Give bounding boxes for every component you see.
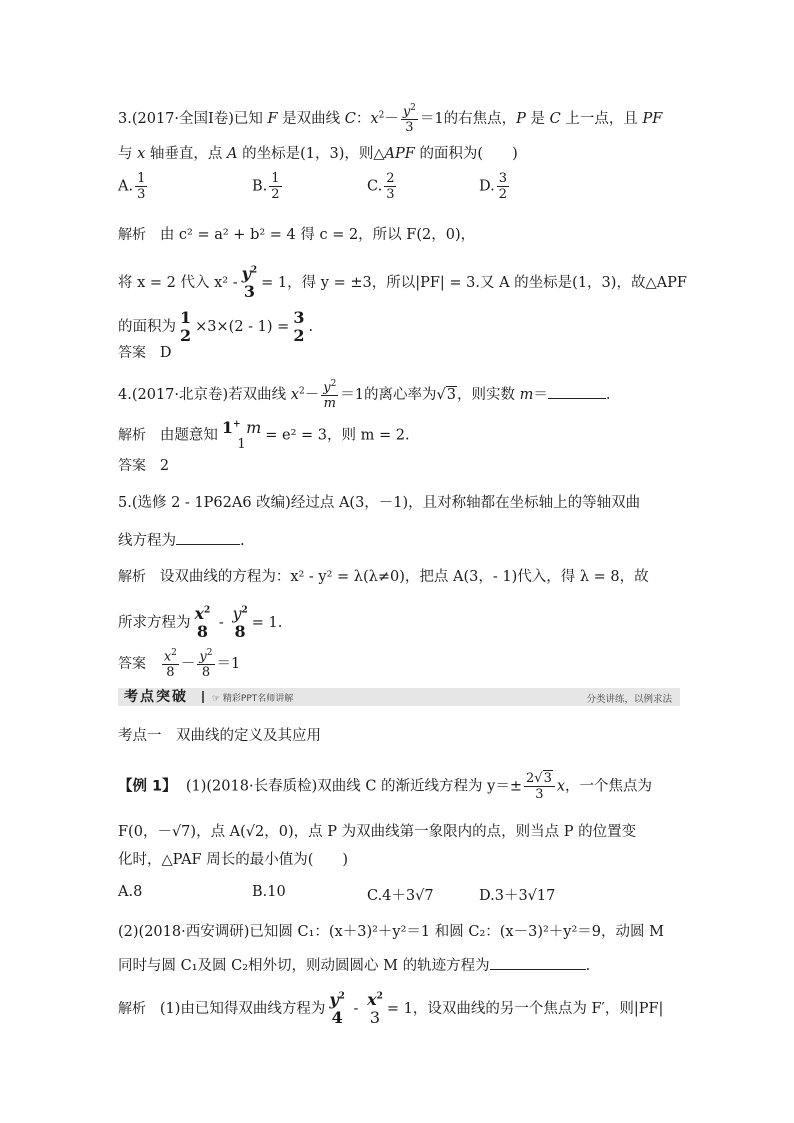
q3-choice-b: B. $\frac{1}{2}$ (252, 171, 280, 202)
q3-choice-d: D. $\frac{3}{2}$ (479, 171, 507, 202)
ex1-choice-a: A.8 (118, 884, 143, 900)
ex1-answer-blank (490, 955, 586, 970)
q3-answer: 答案 D (118, 345, 172, 361)
q4-answer: 答案 2 (118, 458, 170, 474)
q5-solution-line1: 解析 设双曲线的方程为：x² - y² = λ(λ≠0)，把点 A(3，- 1)代入，得 λ = 8，故 (118, 569, 649, 585)
banner-right-text: 分类讲练，以例求法 (586, 694, 672, 705)
ex1-line1: 【例 1】 (1)(2018·长春质检)双曲线 C 的渐近线方程为 y＝± $\frac{2√3}{3}$ x，一个焦点为 (118, 771, 653, 802)
q3-stem-line2: 与 x 轴垂直，点 A 的坐标是(1，3)，则△APF 的面积为( ) (118, 146, 518, 162)
ex1-line3: 化时，△PAF 周长的最小值为( ) (118, 852, 349, 868)
ex1-line2: F(0，－√7)，点 A(√2，0)，点 P 为双曲线第一象限内的点，则当点 P 的位置变 (118, 824, 637, 840)
q4-answer-blank (548, 384, 606, 399)
section-banner (118, 688, 680, 706)
q4-stem: 4.(2017·北京卷)若双曲线 $x^2-$ $\frac{y^2}{m}$ ＝1的离心率为√3，则实数 m＝ . (118, 379, 611, 412)
q5-answer: 答案 $\frac{x^2}{8}$ － $\frac{y^2}{8}$ ＝1 (118, 648, 241, 681)
ex1-part2-line2: 同时与圆 C₁及圆 C₂相外切，则动圆圆心 M 的轨迹方程为 . (118, 955, 590, 976)
q3-solution-line3: 的面积为 1 2 ×3×(2 - 1) = 3 2 . (118, 308, 314, 345)
q3-choice-a: A. $\frac{1}{3}$ (118, 171, 146, 202)
q3-choice-c: C. $\frac{2}{3}$ (367, 171, 395, 202)
q3-solution-line1: 解析 由 c² = a² + b² = 4 得 c = 2，所以 F(2，0)， (118, 227, 476, 243)
kaodian-heading: 考点一 双曲线的定义及其应用 (118, 728, 321, 744)
q5-stem-line2: 线方程为 . (118, 530, 245, 551)
banner-subtitle: ☞ 精彩PPT名师讲解 (212, 694, 294, 704)
banner-title: 考点突破 (124, 689, 188, 705)
ex1-choice-b: B.10 (252, 884, 286, 900)
ex1-choice-d: D.3＋3√17 (479, 888, 556, 904)
q3-solution-line2: 将 x = 2 代入 x² - $y^2$ 3 = 1，得 y = ±3，所以|PF| = 3.又 A 的坐标是(1，3)，故△APF (118, 264, 687, 301)
ex1-solution: 解析 (1)由已知得双曲线方程为 $y^2$ 4 - $x^2$ 3 = 1，设双曲线的另一个焦点为 F′，则|PF| (118, 990, 664, 1027)
q3-stem-line1: 3.(2017·全国Ⅰ卷)已知 F 是双曲线 C：$x^2-$ $\frac{y^2}{3}$ ＝1的右焦点，P 是 C 上一点，且 PF (118, 103, 663, 136)
q3-frac-y2-3: $\frac{y^2}{3}$ (402, 103, 416, 136)
ex1-part2-line1: (2)(2018·西安调研)已知圆 C₁：(x＋3)²＋y²＝1 和圆 C₂：(x－3)²＋y²＝9，动圆 M (118, 924, 664, 940)
banner-divider (202, 691, 204, 703)
q5-answer-blank (176, 530, 240, 545)
ex1-choice-c: C.4＋3√7 (367, 888, 434, 904)
q4-solution: 解析 由题意知 1+ m 1 = e² = 3，则 m = 2. (118, 418, 410, 452)
q5-stem-line1: 5.(选修 2 - 1P62A6 改编)经过点 A(3，－1)，且对称轴都在坐标轴上的等轴双曲 (118, 495, 641, 511)
q5-solution-line2: 所求方程为 $x^2$ 8 - $y^2$ 8 = 1. (118, 604, 283, 641)
